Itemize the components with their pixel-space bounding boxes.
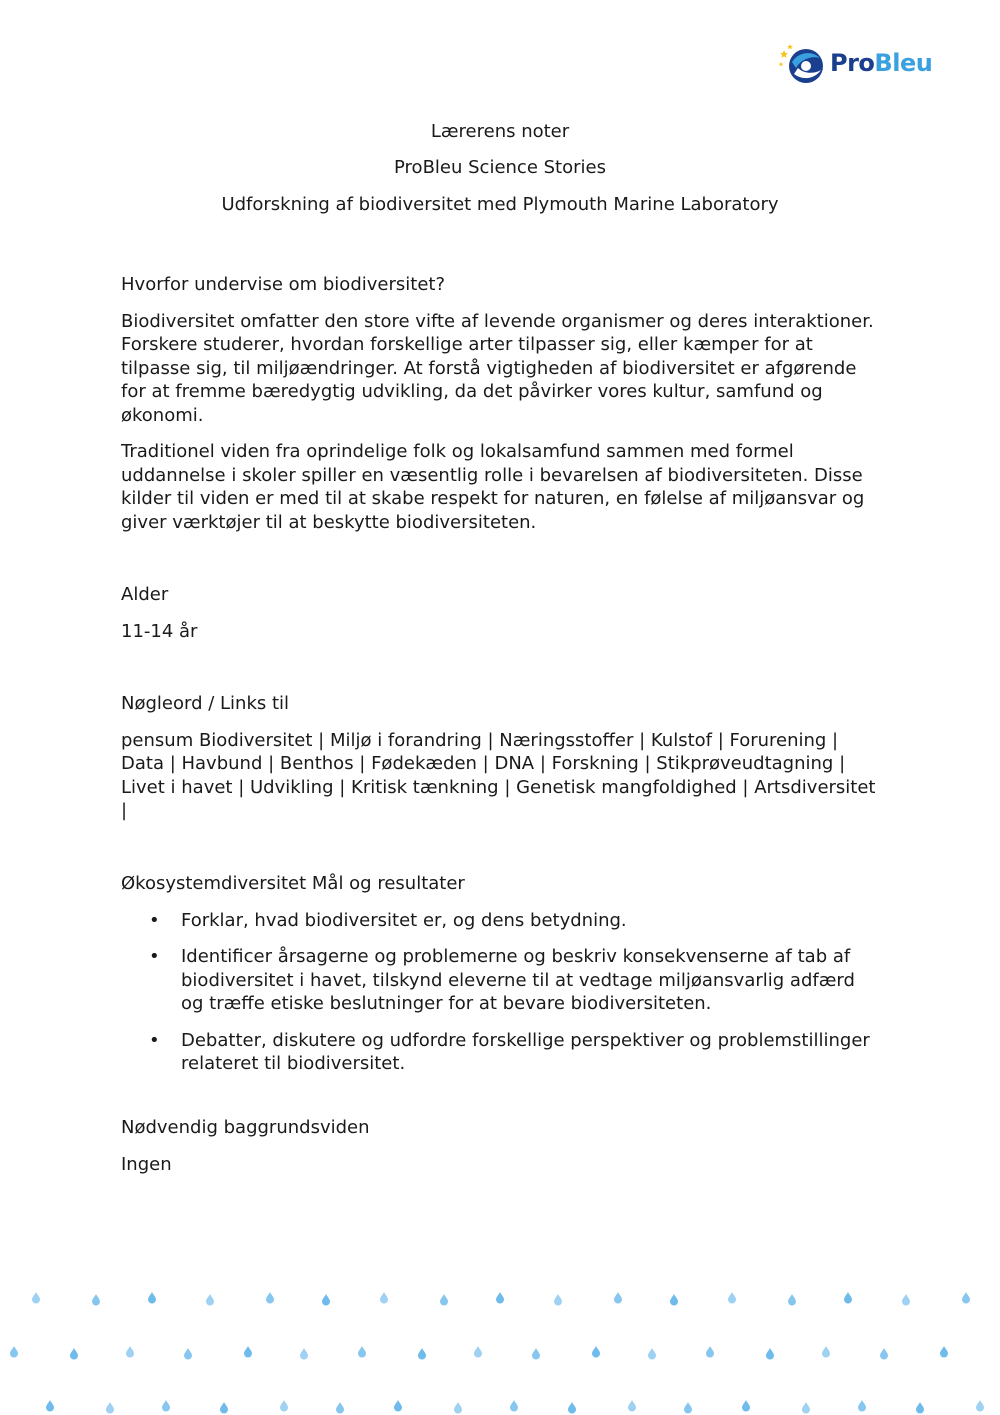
droplet-icon [32,1292,40,1304]
droplet-icon [300,1348,308,1360]
droplet-icon [394,1400,402,1412]
droplet-icon [706,1346,714,1358]
logo-text-bleu: Bleu [874,49,933,77]
age-heading: Alder [121,584,169,605]
droplet-icon [496,1292,504,1304]
keywords-list: pensum Biodiversitet | Miljø i forandring | Næringsstoffer | Kulstof | Forurening | Data | Havbund | Benthos | Fødekæden | DNA | Forskning | Stikprøveudtagning | Livet i havet | Udvikling | Kritisk tænkning | Genetisk mangfoldighed | Artsdiversitet | [121,729,876,821]
droplet-icon [106,1402,114,1414]
why-teach-section [121,273,881,534]
why-teach-paragraph-2: Traditionel viden fra oprindelige folk og lokalsamfund sammen med formel uddannelse i skoler spiller en væsentlig rolle i bevarelsen af biodiversiteten. Disse kilder til viden er med til at skabe respekt for naturen, en følelse af miljøansvar og giver værktøjer til at beskytte biodiversiteten. [121,441,865,533]
logo-text-pro: Pro [830,49,875,77]
droplet-icon [280,1400,288,1412]
probleu-logo-text [830,49,932,77]
keywords-heading: Nøgleord / Links til [121,693,290,714]
droplet-icon [244,1346,252,1358]
background-knowledge-value: Ingen [121,1153,172,1175]
background-knowledge-section [121,1116,881,1176]
droplet-icon [554,1294,562,1306]
droplet-icon [844,1292,852,1304]
droplet-icon [322,1294,330,1306]
droplet-icon [380,1292,388,1304]
droplet-icon [962,1292,970,1304]
droplet-icon [858,1400,866,1412]
droplet-icon [742,1400,750,1412]
goal-item [121,945,881,1016]
probleu-logo [778,42,933,88]
droplet-icon [440,1294,448,1306]
droplet-icon [614,1292,622,1304]
droplet-icon [184,1348,192,1360]
droplet-icon [628,1400,636,1412]
bullet: • [149,1029,160,1051]
goal-item [121,909,881,933]
droplet-icon [766,1348,774,1360]
bullet: • [149,946,160,967]
decorative-droplet-pattern [0,1280,1000,1415]
droplet-icon [474,1346,482,1358]
droplet-icon [220,1402,228,1414]
droplet-icon [940,1346,948,1358]
document-type-title: Lærerens noter [430,121,570,142]
droplet-icon [10,1346,18,1358]
lesson-title: Udforskning af biodiversitet med Plymouth Marine Laboratory [221,194,779,215]
droplet-icon [788,1294,796,1306]
age-value: 11-14 år [121,620,198,642]
droplet-icon [46,1400,54,1412]
droplet-icon [670,1294,678,1306]
droplet-icon [880,1348,888,1360]
goals-section [121,872,881,1089]
goal-text: Forklar, hvad biodiversitet er, og dens betydning. [181,909,627,931]
goals-list [121,909,881,1076]
droplet-icon [916,1402,924,1414]
droplet-icon [358,1346,366,1358]
droplet-icon [802,1402,810,1414]
droplet-icon [454,1402,462,1414]
keywords-section [121,692,881,823]
droplet-icon [902,1294,910,1306]
droplet-icon [592,1346,600,1358]
why-teach-heading: Hvorfor undervise om biodiversitet? [121,274,445,295]
droplet-icon [336,1402,344,1414]
droplet-icon [648,1348,656,1360]
droplet-icon [728,1292,736,1304]
age-section [121,583,881,643]
droplet-icon [684,1402,692,1414]
probleu-logo-mark-icon [778,42,826,88]
droplet-icon [568,1402,576,1414]
bullet: • [149,909,160,931]
droplet-icon [206,1294,214,1306]
droplet-icon [976,1400,984,1412]
goal-text: Debatter, diskutere og udfordre forskellige perspektiver og problemstillinger relateret til biodiversitet. [181,1029,870,1074]
series-title: ProBleu Science Stories [394,157,606,178]
background-knowledge-heading: Nødvendig baggrundsviden [121,1117,370,1138]
droplet-icon [510,1400,518,1412]
droplet-icon [822,1346,830,1358]
goal-text: Identificer årsagerne og problemerne og beskriv konsekvenserne af tab af biodiversitet i havet, tilskynd eleverne til at vedtage miljøansvarlig adfærd og træffe etiske beslutninger for at bevare biodiversiteten. [181,946,855,1014]
droplet-icon [148,1292,156,1304]
why-teach-paragraph-1: Biodiversitet omfatter den store vifte af levende organismer og deres interaktioner. Forskere studerer, hvordan forskellige arter tilpasser sig, eller kæmper for at tilpasse sig, til miljøændringer. At forstå vigtigheden af biodiversitet er afgørende for at fremme bæredygtig udvikling, da det påvirker vores kultur, samfund og økonomi. [121,310,874,426]
droplet-icon [418,1348,426,1360]
droplet-icon [162,1400,170,1412]
droplet-icon [70,1348,78,1360]
goal-item [121,1029,881,1076]
droplet-icon [266,1292,274,1304]
droplet-icon [92,1294,100,1306]
droplet-icon [532,1348,540,1360]
droplet-icon [126,1346,134,1358]
goals-heading: Økosystemdiversitet Mål og resultater [121,873,465,894]
